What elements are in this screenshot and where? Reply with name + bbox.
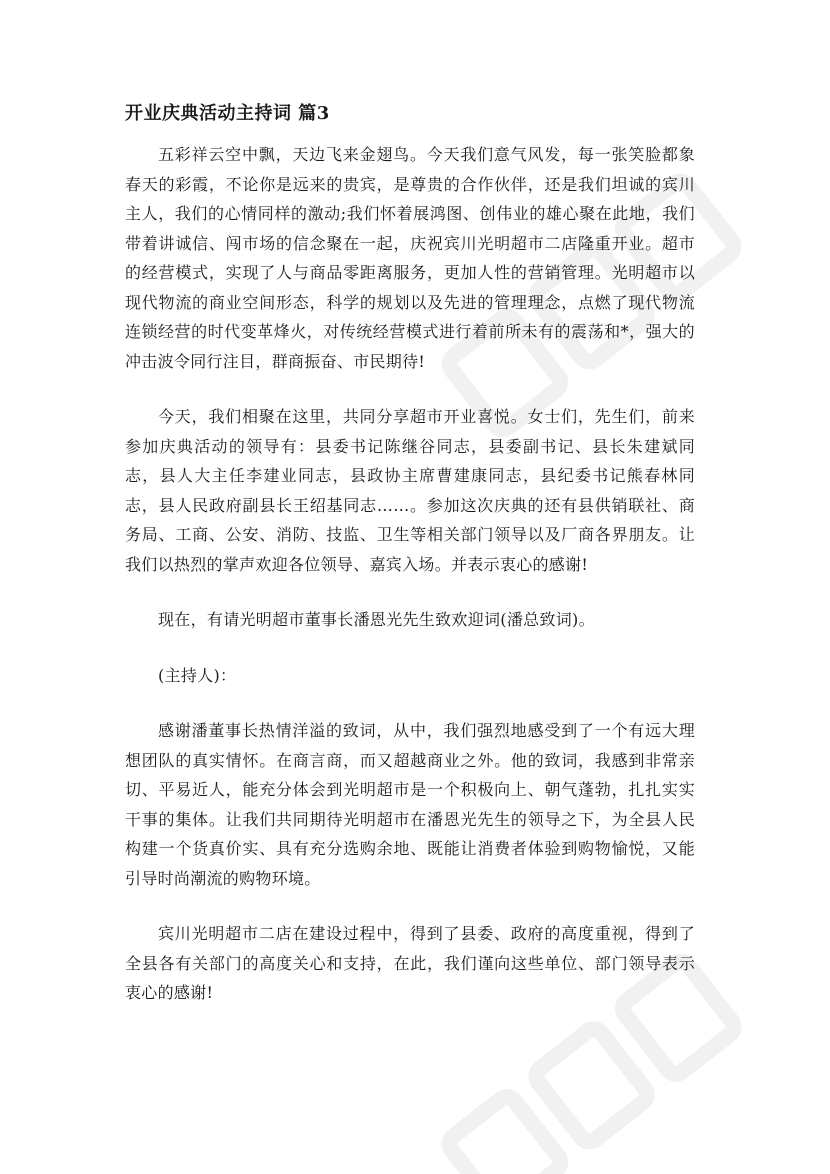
paragraph-guests: 今天，我们相聚在这里，共同分享超市开业喜悦。女士们，先生们，前来参加庆典活动的领导有：县委书记陈继谷同志，县委副书记、县长朱建斌同志，县人大主任李建业同志，县政协主席曹建康同志，县纪委书记熊春林同志，县人民政府副县长王绍基同志……。参加这次庆典的还有县供销联社、商务局、工商、公安、消防、技监、卫生等相关部门领导以及厂商各界朋友。让我们以热烈的掌声欢迎各位领导、嘉宾入场。并表示衷心的感谢! — [125, 407, 695, 574]
paragraph-closing: 宾川光明超市二店在建设过程中，得到了县委、政府的高度重视，得到了全县各有关部门的高度关心和支持，在此，我们谨向这些单位、部门领导表示衷心的感谢! — [125, 924, 695, 1002]
paragraph-invitation: 现在，有请光明超市董事长潘恩光先生致欢迎词(潘总致词)。 — [158, 610, 595, 629]
paragraph-opening: 五彩祥云空中飘，天边飞来金翅鸟。今天我们意气风发，每一张笑脸都象春天的彩霞，不论你是远来的贵宾，是尊贵的合作伙伴，还是我们坦诚的宾川主人，我们的心情同样的激动;我们怀着展鸿图、创伟业的雄心聚在此地，我们带着讲诚信、闯市场的信念聚在一起，庆祝宾川光明超市二店隆重开业。超市的经营模式，实现了人与商品零距离服务，更加人性的营销管理。光明超市以现代物流的商业空间形态，科学的规划以及先进的管理理念，点燃了现代物流连锁经营的时代变革烽火，对传统经营模式进行着前所未有的震荡和*，强大的冲击波令同行注目，群商振奋、市民期待! — [125, 145, 695, 371]
document-title: 开业庆典活动主持词 篇3 — [125, 103, 330, 124]
document-body — [125, 140, 695, 1034]
paragraph-host-label: (主持人)： — [158, 665, 237, 685]
paragraph-thanks: 感谢潘董事长热情洋溢的致词，从中，我们强烈地感受到了一个有远大理想团队的真实情怀。在商言商，而又超越商业之外。他的致词，我感到非常亲切、平易近人，能充分体会到光明超市是一个积极向上、朝气蓬勃，扎扎实实干事的集体。让我们共同期待光明超市在潘恩光先生的领导之下，为全县人民构建一个货真价实、具有充分选购余地、既能让消费者体验到购物愉悦，又能引导时尚潮流的购物环境。 — [125, 721, 695, 888]
